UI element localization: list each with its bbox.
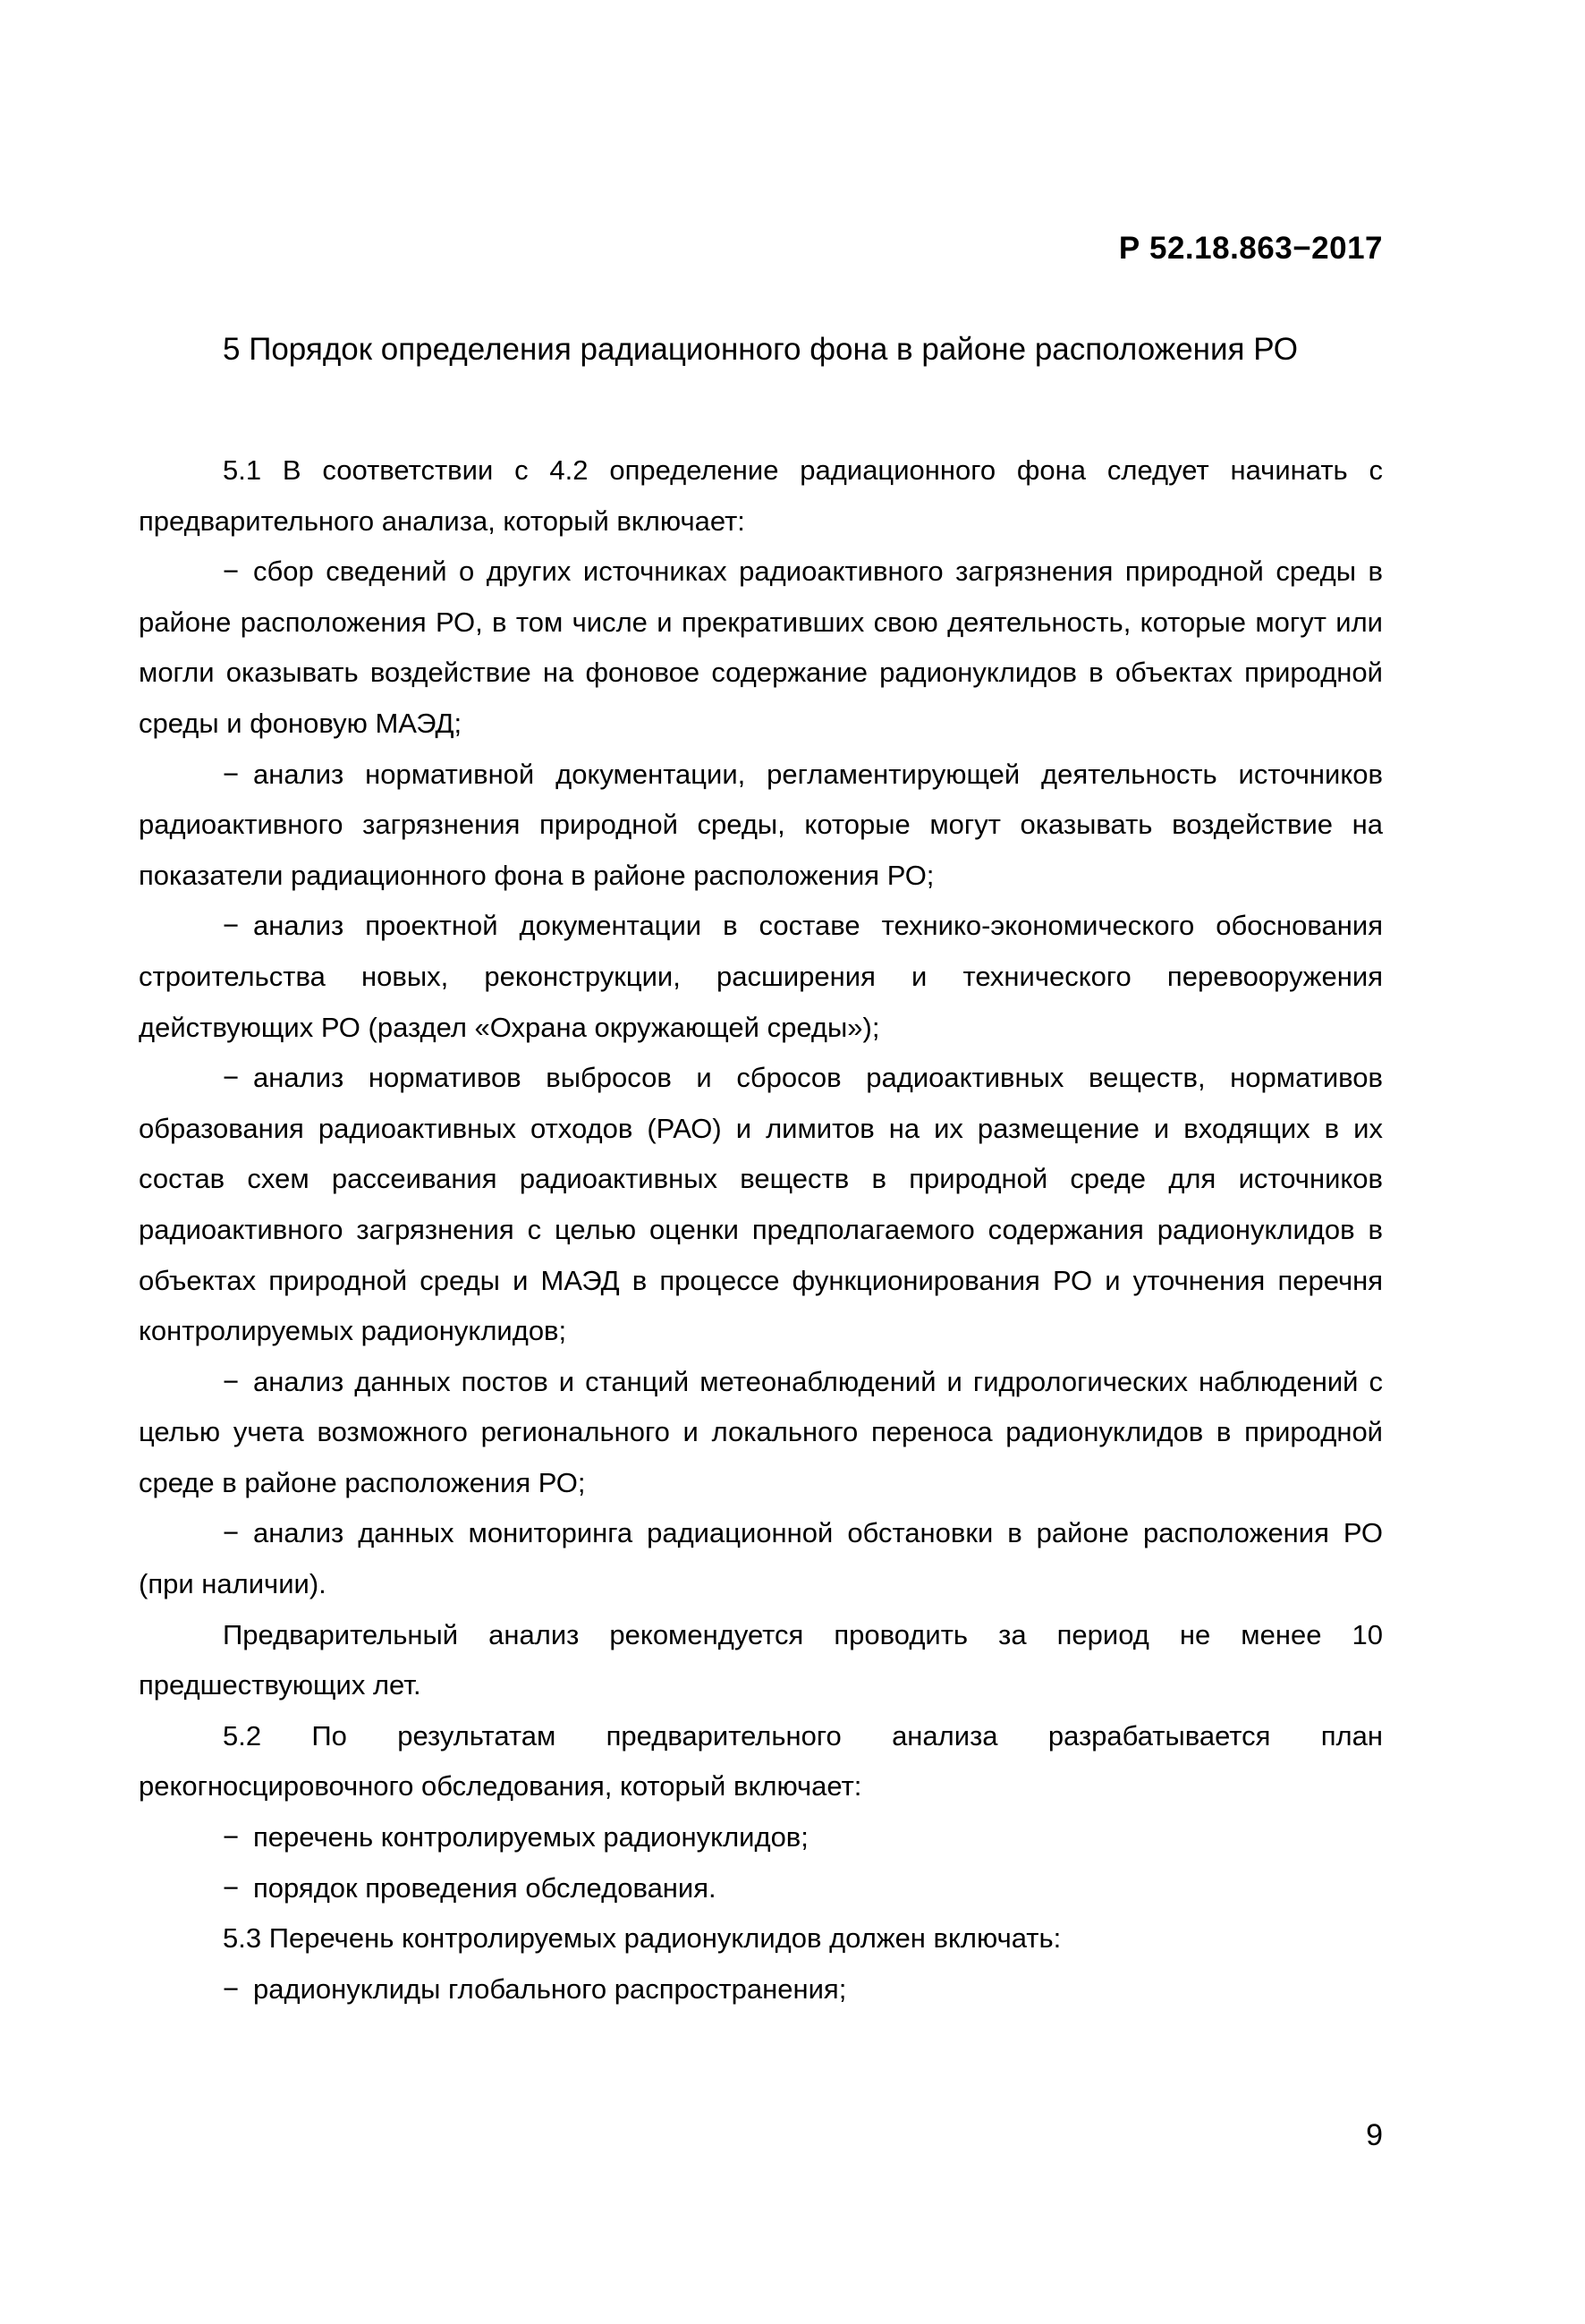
dash-bullet: −	[223, 910, 240, 942]
list-item	[139, 547, 1383, 749]
paragraph-preliminary-analysis: Предварительный анализ рекомендуется проводить за период не менее 10 предшествующих лет.	[139, 1618, 1383, 1701]
paragraph-5-1: 5.1 В соответствии с 4.2 определение радиационного фона следует начинать с предварительного анализа, который включает:	[139, 454, 1383, 537]
list-item	[139, 1863, 1383, 1914]
paragraph-5-3: 5.3 Перечень контролируемых радионуклидов должен включать:	[223, 1922, 1062, 1955]
dash-bullet: −	[223, 758, 240, 790]
list-item-text: сбор сведений о других источниках радиоактивного загрязнения природной среды в районе расположения РО, в том числе и прекративших свою деятельность, которые могут или могли оказывать воздействие на фоновое содержание радионуклидов в объектах природной среды и фоновую МАЭД;	[139, 556, 1383, 739]
dash-bullet: −	[223, 1821, 240, 1853]
dash-bullet: −	[223, 1871, 240, 1904]
dash-bullet: −	[223, 556, 240, 588]
list-item-text: анализ нормативов выбросов и сбросов радиоактивных веществ, нормативов образования радиоактивных отходов (РАО) и лимитов на их размещение и входящих в их состав схем рассеивания радиоактивных веществ в природной среде для источников радиоактивного загрязнения с целью оценки предполагаемого содержания радионуклидов в объектах природной среды и МАЭД в процессе функционирования РО и уточнения перечня контролируемых радионуклидов;	[139, 1062, 1383, 1347]
list-item-text: перечень контролируемых радионуклидов;	[253, 1821, 809, 1853]
list-item-text: анализ проектной документации в составе технико-экономического обоснования строительства новых, реконструкции, расширения и технического перевооружения действующих РО (раздел «Охрана окружающей среды»);	[139, 910, 1383, 1043]
section-heading: 5 Порядок определения радиационного фона в районе расположения РО	[223, 332, 1299, 367]
dash-bullet: −	[223, 1972, 240, 2005]
list-item-text: радионуклиды глобального распространения;	[253, 1972, 847, 2005]
list-item	[139, 1357, 1383, 1509]
dash-bullet: −	[223, 1517, 240, 1549]
list-item	[139, 901, 1383, 1053]
paragraph-5-2: 5.2 По результатам предварительного анализа разрабатывается план рекогносцировочного обследования, который включает:	[139, 1719, 1383, 1802]
list-item-text: анализ данных мониторинга радиационной обстановки в районе расположения РО (при наличии).	[139, 1517, 1383, 1600]
list-item	[139, 1964, 1383, 2015]
list-item-text: анализ нормативной документации, регламентирующей деятельность источников радиоактивного загрязнения природной среды, которые могут оказывать воздействие на показатели радиационного фона в районе расположения РО;	[139, 758, 1383, 891]
dash-bullet: −	[223, 1365, 240, 1397]
list-item	[139, 1053, 1383, 1357]
document-code: Р 52.18.863−2017	[1118, 231, 1383, 266]
dash-bullet: −	[223, 1062, 240, 1094]
list-item-text: порядок проведения обследования.	[253, 1871, 716, 1904]
page-number: 9	[1366, 2118, 1383, 2152]
list-item	[139, 1508, 1383, 1609]
list-item	[139, 750, 1383, 902]
list-item	[139, 1812, 1383, 1863]
page-body	[139, 324, 1383, 2014]
list-item-text: анализ данных постов и станций метеонаблюдений и гидрологических наблюдений с целью учета возможного регионального и локального переноса радионуклидов в природной среде в районе расположения РО;	[139, 1365, 1383, 1498]
